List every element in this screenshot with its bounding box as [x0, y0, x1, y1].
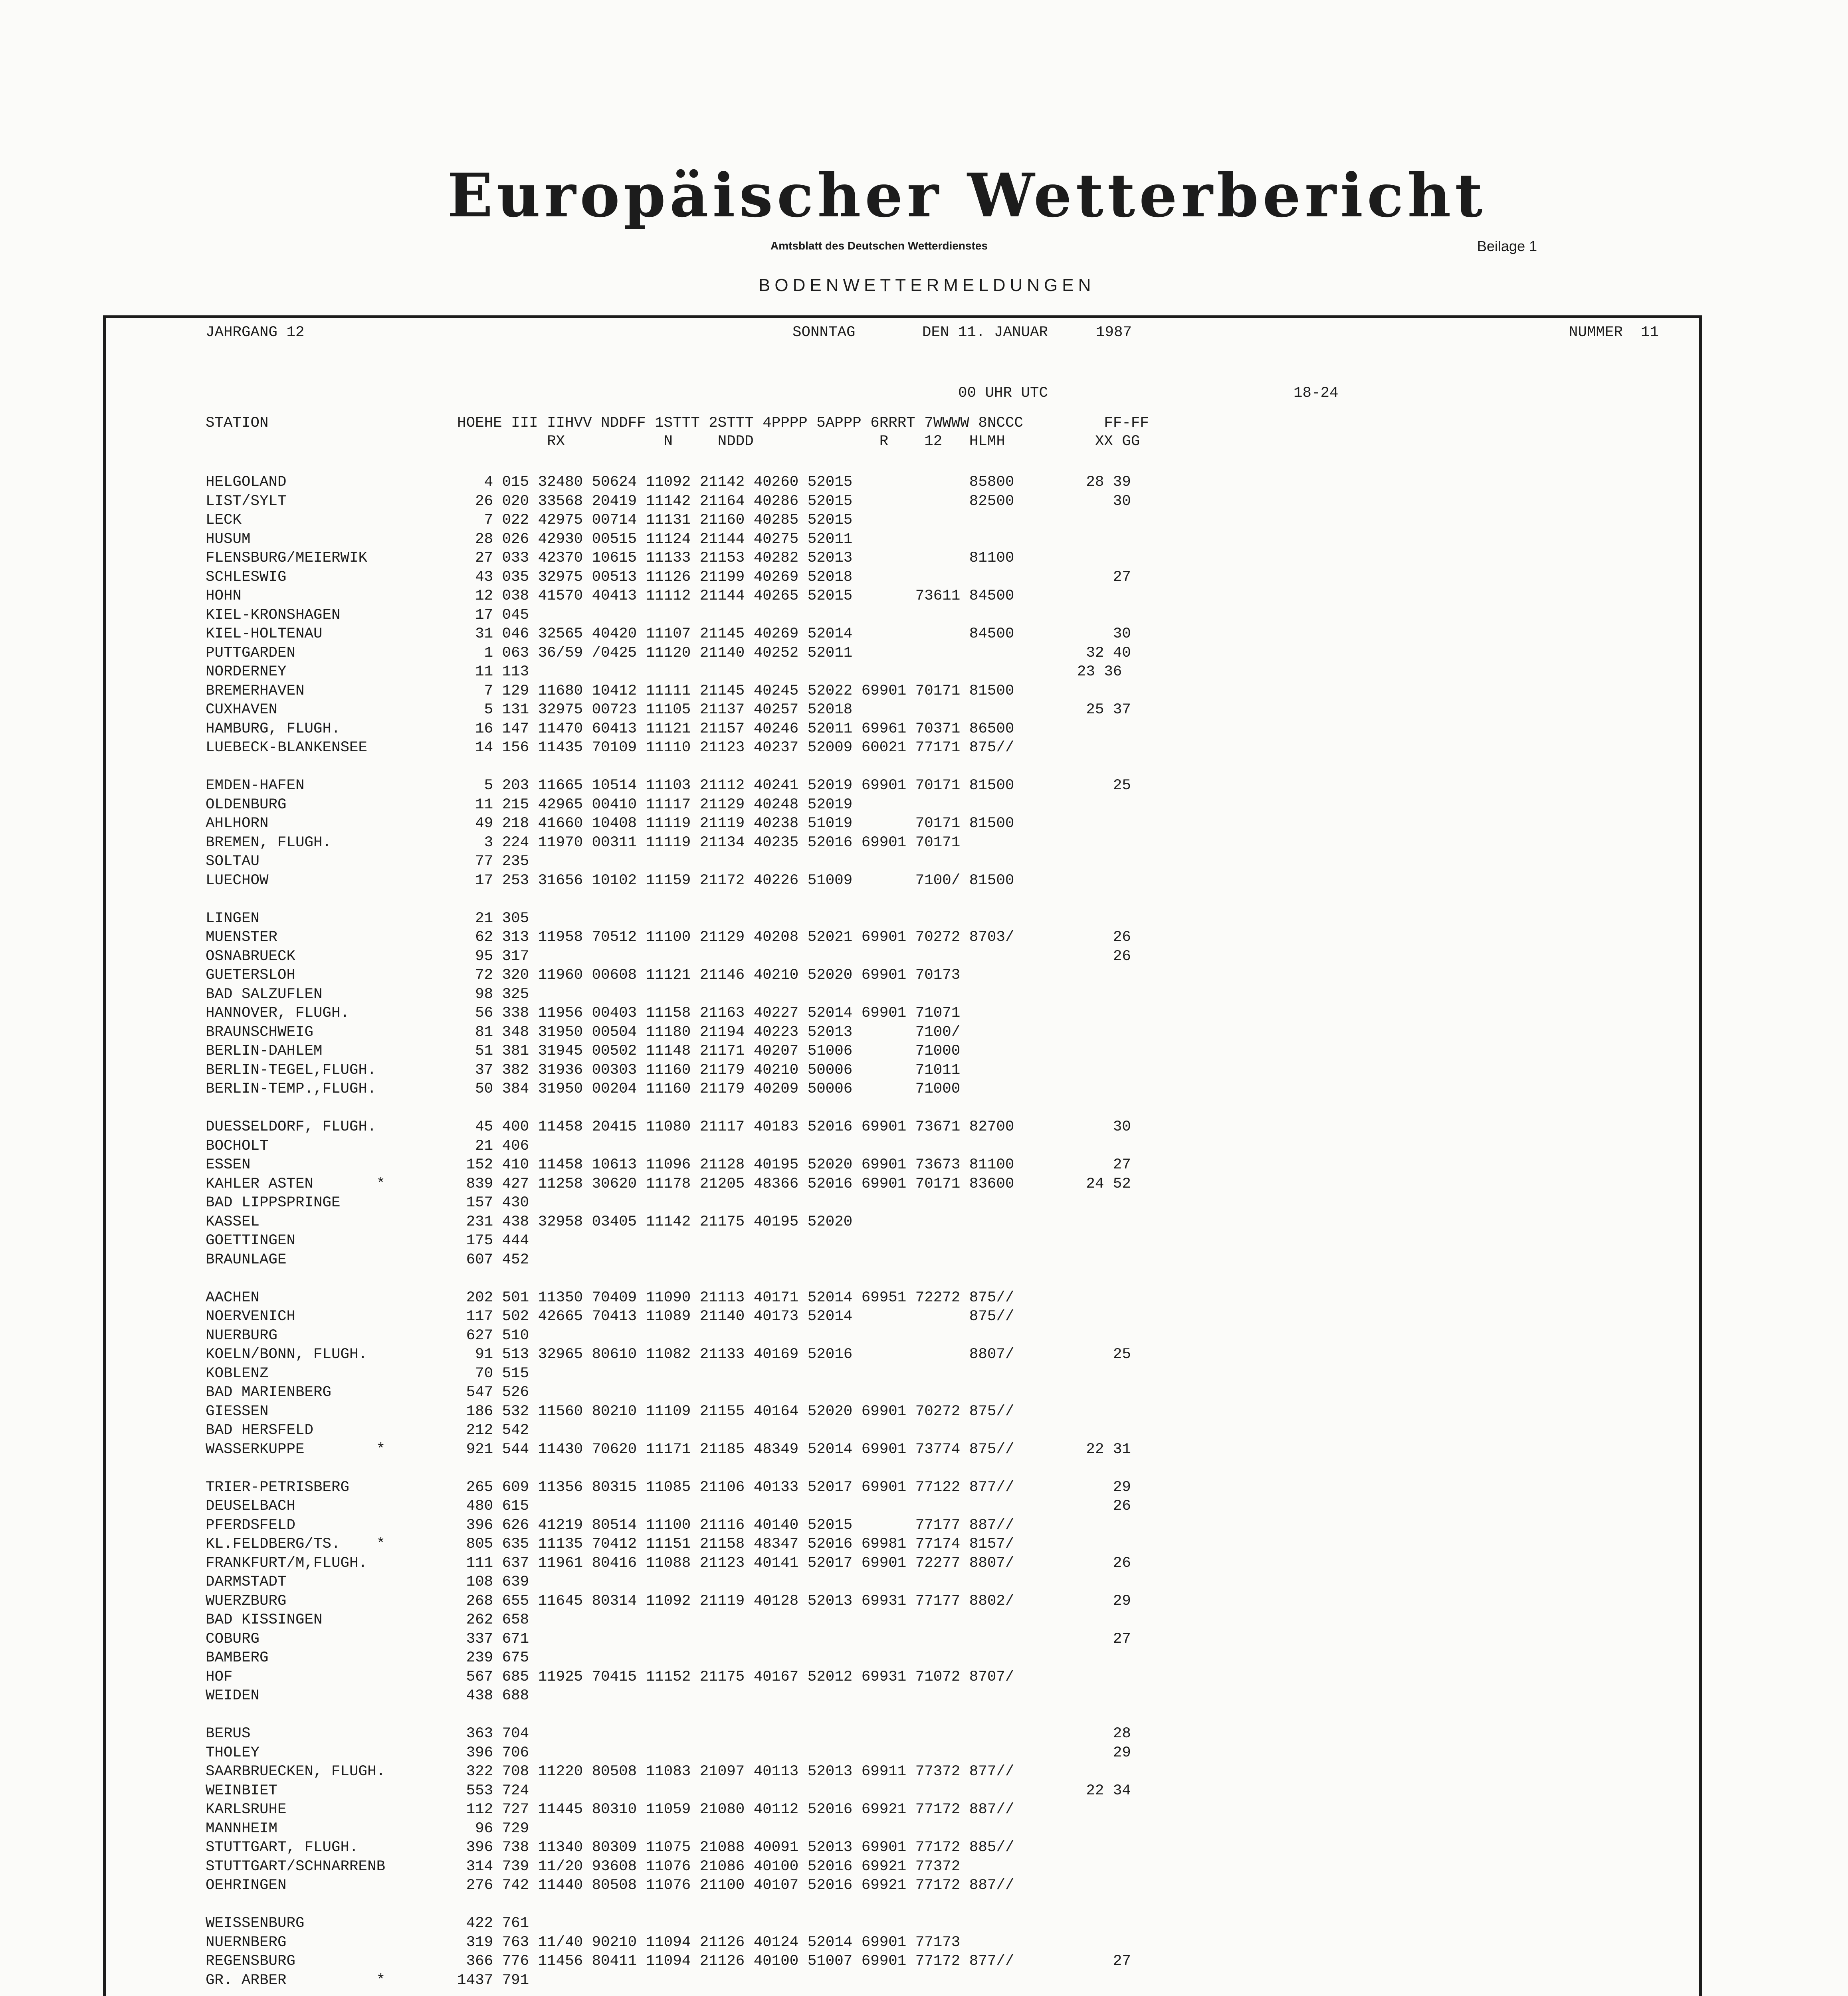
station-row: GOETTINGEN 175 444: [206, 1232, 529, 1249]
station-row: MANNHEIM 96 729: [206, 1820, 529, 1837]
station-row: KOELN/BONN, FLUGH. 91 513 32965 80610 11082 21133 40169 52016 8807/ 25: [206, 1346, 1131, 1363]
group-spacer: [206, 1990, 1131, 1996]
station-row: OEHRINGEN 276 742 11440 80508 11076 21100 40107 52016 69921 77172 887//: [206, 1877, 1014, 1894]
station-row: KASSEL 231 438 32958 03405 11142 21175 40195 52020: [206, 1213, 853, 1230]
station-row: BAD SALZUFLEN 98 325: [206, 986, 529, 1003]
station-row: HELGOLAND 4 015 32480 50624 11092 21142 40260 52015 85800 28 39: [206, 474, 1131, 491]
station-row: BERLIN-DAHLEM 51 381 31945 00502 11148 21171 40207 51006 71000: [206, 1043, 961, 1059]
station-row: BERUS 363 704 28: [206, 1725, 1131, 1742]
station-table: [206, 473, 1131, 1996]
time-label: 00 UHR UTC: [958, 385, 1048, 402]
station-row: LECK 7 022 42975 00714 11131 21160 40285 52015: [206, 512, 853, 529]
station-row: ESSEN 152 410 11458 10613 11096 21128 40195 52020 69901 73673 81100 27: [206, 1156, 1131, 1173]
station-row: KIEL-HOLTENAU 31 046 32565 40420 11107 21145 40269 52014 84500 30: [206, 626, 1131, 642]
station-row: NOERVENICH 117 502 42665 70413 11089 21140 40173 52014 875//: [206, 1308, 1014, 1325]
station-row: LIST/SYLT 26 020 33568 20419 11142 21164 40286 52015 82500 30: [206, 493, 1131, 510]
group-spacer: [206, 1269, 1131, 1289]
station-row: PFERDSFELD 396 626 41219 80514 11100 21116 40140 52015 77177 887//: [206, 1517, 1014, 1534]
station-row: BAD HERSFELD 212 542: [206, 1422, 529, 1439]
station-row: REGENSBURG 366 776 11456 80411 11094 21126 40100 51007 69901 77172 877// 27: [206, 1953, 1131, 1970]
station-row: BERLIN-TEGEL,FLUGH. 37 382 31936 00303 11160 21179 40210 50006 71011: [206, 1061, 961, 1079]
station-row: DEUSELBACH 480 615 26: [206, 1498, 1131, 1515]
station-row: KOBLENZ 70 515: [206, 1365, 529, 1382]
station-row: OLDENBURG 11 215 42965 00410 11117 21129 40248 52019: [206, 796, 853, 813]
station-row: DUESSELDORF, FLUGH. 45 400 11458 20415 11080 21117 40183 52016 69901 73671 82700 30: [206, 1119, 1131, 1135]
station-row: OSNABRUECK 95 317 26: [206, 948, 1131, 965]
station-row: SAARBRUECKEN, FLUGH. 322 708 11220 80508 11083 21097 40113 52013 69911 77372 877//: [206, 1763, 1014, 1780]
nummer-label: NUMMER 11: [1569, 324, 1659, 341]
station-row: NUERNBERG 319 763 11/40 90210 11094 21126 40124 52014 69901 77173: [206, 1934, 961, 1951]
station-row: STUTTGART/SCHNARRENB 314 739 11/20 93608 11076 21086 40100 52016 69921 77372: [206, 1858, 961, 1875]
station-row: DARMSTADT 108 639: [206, 1574, 529, 1590]
station-row: WASSERKUPPE * 921 544 11430 70620 11171 21185 48349 52014 69901 73774 875// 22 31: [206, 1441, 1131, 1458]
station-row: LUECHOW 17 253 31656 10102 11159 21172 40226 51009 7100/ 81500: [206, 872, 1014, 889]
station-row: SOLTAU 77 235: [206, 853, 529, 870]
station-row: KARLSRUHE 112 727 11445 80310 11059 21080 40112 52016 69921 77172 887//: [206, 1801, 1014, 1818]
group-spacer: [206, 1706, 1131, 1725]
station-row: EMDEN-HAFEN 5 203 11665 10514 11103 21112 40241 52019 69901 70171 81500 25: [206, 777, 1131, 794]
station-row: BAMBERG 239 675: [206, 1649, 529, 1666]
station-row: KL.FELDBERG/TS. * 805 635 11135 70412 11151 21158 48347 52016 69981 77174 8157/: [206, 1536, 1014, 1552]
station-row: NORDERNEY 11 113 23 36: [206, 663, 1122, 680]
station-row: SCHLESWIG 43 035 32975 00513 11126 21199 40269 52018 27: [206, 568, 1131, 586]
station-row: BRAUNLAGE 607 452: [206, 1251, 529, 1268]
group-spacer: [206, 1099, 1131, 1118]
station-row: WEINBIET 553 724 22 34: [206, 1782, 1131, 1799]
station-row: NUERBURG 627 510: [206, 1327, 529, 1344]
station-row: STUTTGART, FLUGH. 396 738 11340 80309 11075 21088 40091 52013 69901 77172 885//: [206, 1839, 1014, 1856]
station-row: BREMERHAVEN 7 129 11680 10412 11111 21145 40245 52022 69901 70171 81500: [206, 682, 1014, 699]
station-row: GUETERSLOH 72 320 11960 00608 11121 21146 40210 52020 69901 70173: [206, 967, 961, 984]
station-row: LINGEN 21 305: [206, 910, 529, 927]
station-row: THOLEY 396 706 29: [206, 1744, 1131, 1761]
station-row: PUTTGARDEN 1 063 36/59 /0425 11120 21140 40252 52011 32 40: [206, 644, 1131, 661]
date-label: DEN 11. JANUAR: [922, 324, 1048, 341]
station-row: FRANKFURT/M,FLUGH. 111 637 11961 80416 11088 21123 40141 52017 69901 72277 8807/ 26: [206, 1554, 1131, 1572]
station-row: HOHN 12 038 41570 40413 11112 21144 40265 52015 73611 84500: [206, 588, 1014, 604]
group-spacer: [206, 758, 1131, 777]
station-row: MUENSTER 62 313 11958 70512 11100 21129 40208 52021 69901 70272 8703/ 26: [206, 929, 1131, 946]
station-row: BOCHOLT 21 406: [206, 1137, 529, 1154]
station-row: LUEBECK-BLANKENSEE 14 156 11435 70109 11110 21123 40237 52009 60021 77171 875//: [206, 739, 1014, 756]
group-spacer: [206, 890, 1131, 909]
document-title: Europäischer Wetterbericht: [447, 160, 1487, 231]
column-header-row-1: STATION HOEHE III IIHVV NDDFF 1STTT 2STTT 4PPPP 5APPP 6RRRT 7WWWW 8NCCC FF-FF: [206, 415, 1149, 432]
station-row: CUXHAVEN 5 131 32975 00723 11105 21137 40257 52018 25 37: [206, 701, 1131, 718]
station-row: BAD KISSINGEN 262 658: [206, 1612, 529, 1628]
document-subtitle: Amtsblatt des Deutschen Wetterdienstes: [770, 240, 988, 252]
section-heading: BODENWETTERMELDUNGEN: [759, 275, 1095, 295]
station-row: BAD MARIENBERG 547 526: [206, 1384, 529, 1401]
station-row: AHLHORN 49 218 41660 10408 11119 21119 40238 51019 70171 81500: [206, 815, 1014, 832]
station-row: HUSUM 28 026 42930 00515 11124 21144 40275 52011: [206, 531, 853, 548]
station-row: WUERZBURG 268 655 11645 80314 11092 21119 40128 52013 69931 77177 8802/ 29: [206, 1592, 1131, 1610]
station-row: TRIER-PETRISBERG 265 609 11356 80315 11085 21106 40133 52017 69901 77122 877// 29: [206, 1479, 1131, 1496]
station-row: COBURG 337 671 27: [206, 1630, 1131, 1647]
station-row: WEIDEN 438 688: [206, 1687, 529, 1704]
station-row: WEISSENBURG 422 761: [206, 1915, 529, 1932]
station-row: FLENSBURG/MEIERWIK 27 033 42370 10615 11133 21153 40282 52013 81100: [206, 550, 1014, 566]
station-row: HAMBURG, FLUGH. 16 147 11470 60413 11121 21157 40246 52011 69961 70371 86500: [206, 720, 1014, 737]
station-row: BREMEN, FLUGH. 3 224 11970 00311 11119 21134 40235 52016 69901 70171: [206, 834, 961, 851]
column-header-row-2: RX N NDDD R 12 HLMH XX GG: [206, 433, 1140, 450]
period-label: 18-24: [1293, 385, 1339, 402]
station-row: KAHLER ASTEN * 839 427 11258 30620 11178 21205 48366 52016 69901 70171 83600 24 52: [206, 1175, 1131, 1192]
station-row: HANNOVER, FLUGH. 56 338 11956 00403 11158 21163 40227 52014 69901 71071: [206, 1005, 961, 1022]
group-spacer: [206, 1459, 1131, 1478]
beilage-label: Beilage 1: [1477, 238, 1537, 254]
station-row: GIESSEN 186 532 11560 80210 11109 21155 40164 52020 69901 70272 875//: [206, 1403, 1014, 1420]
year-label: 1987: [1096, 324, 1132, 341]
station-row: GR. ARBER * 1437 791: [206, 1972, 529, 1989]
station-row: BERLIN-TEMP.,FLUGH. 50 384 31950 00204 11160 21179 40209 50006 71000: [206, 1081, 961, 1097]
group-spacer: [206, 1895, 1131, 1915]
station-row: BAD LIPPSPRINGE 157 430: [206, 1194, 529, 1211]
station-row: KIEL-KRONSHAGEN 17 045: [206, 606, 529, 624]
station-row: HOF 567 685 11925 70415 11152 21175 40167 52012 69931 71072 8707/: [206, 1668, 1014, 1685]
day-label: SONNTAG: [792, 324, 856, 341]
station-row: BRAUNSCHWEIG 81 348 31950 00504 11180 21194 40223 52013 7100/: [206, 1024, 961, 1041]
station-row: AACHEN 202 501 11350 70409 11090 21113 40171 52014 69951 72272 875//: [206, 1289, 1014, 1306]
jahrgang-label: JAHRGANG 12: [206, 324, 305, 341]
